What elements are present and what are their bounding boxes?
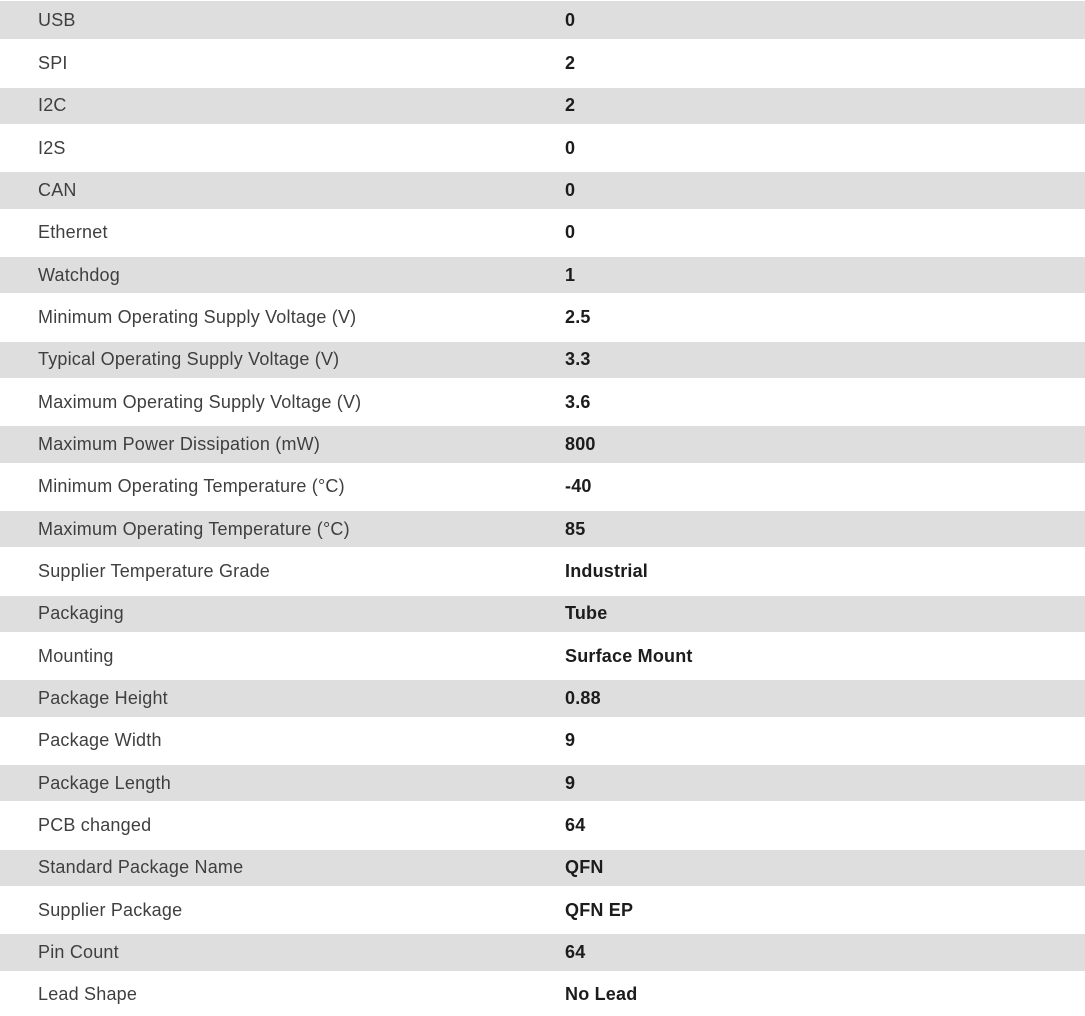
spec-attribute-label: Package Length — [38, 772, 171, 793]
spec-attribute-value: Tube — [565, 603, 608, 624]
spec-row — [0, 339, 1085, 381]
spec-attribute-value: QFN EP — [565, 899, 634, 920]
spec-attribute-label: Watchdog — [38, 264, 120, 285]
spec-attribute-label: Supplier Temperature Grade — [38, 560, 270, 581]
spec-attribute-value: 0 — [565, 222, 576, 243]
spec-attribute-label: Minimum Operating Temperature (°C) — [38, 476, 345, 497]
spec-attribute-label: PCB changed — [38, 814, 152, 835]
spec-row — [0, 423, 1085, 465]
spec-row — [0, 847, 1085, 889]
spec-row — [0, 593, 1085, 635]
spec-attribute-value: 0.88 — [565, 687, 601, 708]
spec-row — [0, 931, 1085, 973]
spec-row — [0, 296, 1085, 338]
spec-attribute-label: Supplier Package — [38, 899, 183, 920]
spec-attribute-value: -40 — [565, 476, 592, 497]
spec-row — [0, 804, 1085, 846]
spec-row — [0, 677, 1085, 719]
spec-attribute-label: Maximum Power Dissipation (mW) — [38, 433, 321, 454]
spec-attribute-value: 64 — [565, 941, 586, 962]
spec-row — [0, 381, 1085, 423]
spec-attribute-value: 85 — [565, 518, 586, 539]
spec-attribute-label: Package Width — [38, 730, 162, 751]
spec-attribute-value: 2 — [565, 52, 576, 73]
spec-attribute-label: Ethernet — [38, 222, 108, 243]
spec-attribute-label: CAN — [38, 179, 77, 200]
spec-attribute-value: 800 — [565, 433, 596, 454]
spec-attribute-label: Mounting — [38, 645, 114, 666]
spec-attribute-label: Packaging — [38, 603, 124, 624]
spec-attribute-label: SPI — [38, 52, 68, 73]
spec-row — [0, 550, 1085, 592]
spec-attribute-label: Typical Operating Supply Voltage (V) — [38, 349, 340, 370]
spec-attribute-value: 2 — [565, 95, 576, 116]
spec-attribute-value: 0 — [565, 9, 576, 30]
spec-row — [0, 127, 1085, 169]
spec-row — [0, 635, 1085, 677]
spec-attribute-label: I2C — [38, 95, 67, 116]
spec-attribute-label: Maximum Operating Temperature (°C) — [38, 518, 350, 539]
spec-row — [0, 508, 1085, 550]
spec-attribute-label: I2S — [38, 137, 66, 158]
spec-row — [0, 85, 1085, 127]
spec-attribute-value: 1 — [565, 264, 576, 285]
spec-attribute-value: Industrial — [565, 560, 649, 581]
spec-attribute-value: Surface Mount — [565, 645, 693, 666]
spec-attribute-label: USB — [38, 9, 76, 30]
spec-attribute-value: 3.6 — [565, 391, 591, 412]
spec-attribute-value: 9 — [565, 772, 576, 793]
spec-attribute-label: Standard Package Name — [38, 857, 244, 878]
spec-row — [0, 0, 1085, 42]
spec-row — [0, 254, 1085, 296]
spec-attribute-label: Maximum Operating Supply Voltage (V) — [38, 391, 362, 412]
spec-attribute-value: QFN — [565, 857, 604, 878]
spec-row — [0, 466, 1085, 508]
spec-attribute-value: No Lead — [565, 984, 638, 1005]
spec-row — [0, 720, 1085, 762]
spec-attribute-value: 2.5 — [565, 306, 591, 327]
spec-attribute-label: Minimum Operating Supply Voltage (V) — [38, 306, 357, 327]
spec-attribute-value: 64 — [565, 814, 586, 835]
spec-attribute-value: 0 — [565, 179, 576, 200]
spec-row — [0, 974, 1085, 1016]
spec-attribute-value: 3.3 — [565, 349, 591, 370]
spec-row — [0, 212, 1085, 254]
spec-attribute-label: Pin Count — [38, 941, 119, 962]
spec-attribute-label: Lead Shape — [38, 984, 138, 1005]
spec-attribute-value: 0 — [565, 137, 576, 158]
spec-attribute-value: 9 — [565, 730, 576, 751]
spec-row — [0, 889, 1085, 931]
spec-row — [0, 42, 1085, 84]
spec-row — [0, 762, 1085, 804]
spec-row — [0, 169, 1085, 211]
spec-attribute-label: Package Height — [38, 687, 168, 708]
